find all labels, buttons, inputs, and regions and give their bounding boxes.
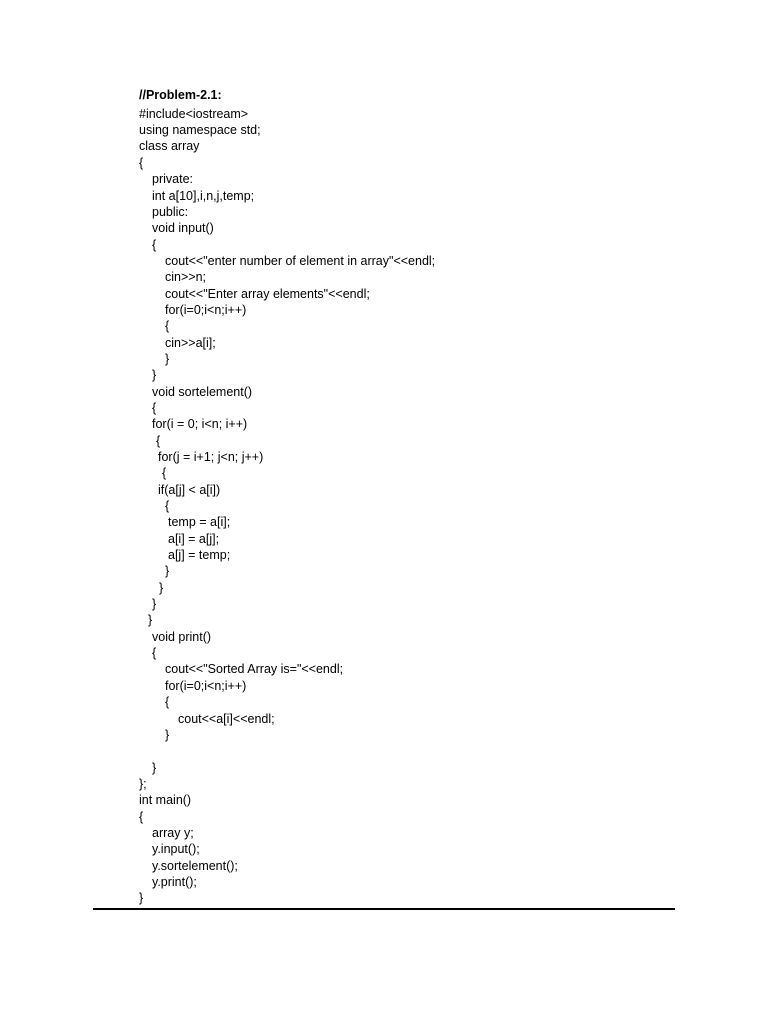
code-line: a[j] = temp; <box>168 548 231 563</box>
code-line: void sortelement() <box>152 384 253 399</box>
code-line: { <box>162 466 167 481</box>
code-line: cout<<"Enter array elements"<<endl; <box>165 286 370 301</box>
code-line: temp = a[i]; <box>168 515 231 530</box>
blank-line <box>0 743 768 759</box>
code-line: } <box>152 760 157 775</box>
code-line: if(a[j] < a[i]) <box>158 482 221 497</box>
code-line: for(j = i+1; j<n; j++) <box>158 450 264 465</box>
code-line: for(i=0;i<n;i++) <box>165 302 247 317</box>
code-line: a[i] = a[j]; <box>168 531 220 546</box>
code-line: cin>>a[i]; <box>165 335 216 350</box>
code-line: } <box>148 613 153 628</box>
code-line: { <box>165 695 170 710</box>
code-line: cout<<"Sorted Array is="<<endl; <box>165 662 344 677</box>
code-line: { <box>152 646 157 661</box>
code-line: } <box>159 580 164 595</box>
code-line: for(i=0;i<n;i++) <box>165 678 247 693</box>
code-line: } <box>165 727 170 742</box>
code-line: { <box>165 319 170 334</box>
code-line: y.print(); <box>152 874 197 889</box>
code-line: for(i = 0; i<n; i++) <box>152 417 248 432</box>
code-line: y.sortelement(); <box>152 858 238 873</box>
code-line: } <box>165 351 170 366</box>
code-line: { <box>139 809 144 824</box>
code-line: public: <box>152 204 189 219</box>
code-line: cout<<"enter number of element in array"<<endl; <box>165 253 436 268</box>
code-line: { <box>152 237 157 252</box>
code-line: }; <box>139 776 147 791</box>
code-line: { <box>152 400 157 415</box>
code-line: cout<<a[i]<<endl; <box>178 711 275 726</box>
code-line: { <box>139 155 144 170</box>
problem-title: //Problem-2.1: <box>139 88 222 102</box>
code-line: } <box>139 891 144 906</box>
code-line: int main() <box>139 793 192 808</box>
code-line: void print() <box>152 629 212 644</box>
code-line: } <box>152 597 157 612</box>
code-line: { <box>156 433 161 448</box>
code-line: class array <box>139 139 200 154</box>
code-line: void input() <box>152 221 214 236</box>
code-line: } <box>165 564 170 579</box>
code-line: array y; <box>152 825 194 840</box>
code-line: int a[10],i,n,j,temp; <box>152 188 255 203</box>
code-line: } <box>152 368 157 383</box>
code-line: using namespace std; <box>139 123 261 138</box>
code-line: #include<iostream> <box>139 106 249 121</box>
code-line: private: <box>152 172 193 187</box>
code-line: { <box>165 499 170 514</box>
code-line: y.input(); <box>152 842 200 857</box>
code-line: cin>>n; <box>165 270 207 285</box>
code-block <box>0 106 768 907</box>
horizontal-rule <box>93 908 675 910</box>
